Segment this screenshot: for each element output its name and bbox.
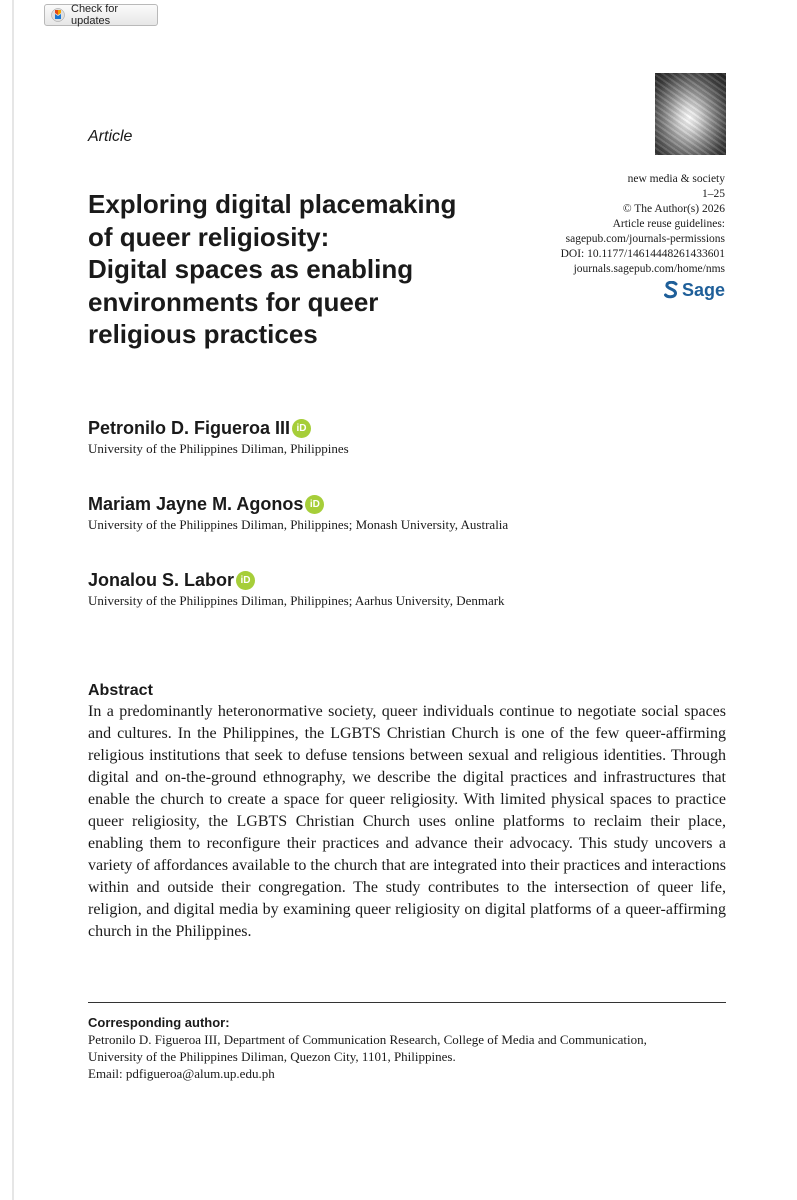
author-name [88,418,349,439]
author-name [88,494,508,515]
title-line: Exploring digital placemaking [88,189,457,219]
author-name-text: Mariam Jayne M. Agonos [88,494,304,514]
copyright: © The Author(s) 2026 [622,203,725,215]
author-name [88,570,505,591]
title-line: environments for queer [88,286,379,317]
corresponding-author-heading: Corresponding author: [88,1015,230,1030]
author-affiliation: University of the Philippines Diliman, Philippines; Aarhus University, Denmark [88,593,505,608]
title-line: of queer religiosity: [88,221,330,252]
author-block [88,494,508,533]
journal-metadata [485,172,725,299]
doi-link[interactable]: DOI: 10.1177/14614448261433601 [560,248,725,260]
corresponding-author-line: Petronilo D. Figueroa III, Department of Communication Research, College of Media and Communication, [88,1032,647,1047]
author-block [88,570,505,609]
article-title [88,188,528,351]
journal-name: new media & society [627,173,725,185]
sage-wordmark: Sage [681,279,725,300]
footnote-divider [88,1002,726,1003]
permissions-link[interactable]: sagepub.com/journals-permissions [565,233,725,245]
journal-cover-image [655,73,726,155]
abstract-heading: Abstract [88,682,153,699]
author-affiliation: University of the Philippines Diliman, Philippines; Monash University, Australia [88,517,509,532]
abstract-section [88,682,726,943]
orcid-icon[interactable]: iD [236,571,255,590]
page-range: 1–25 [702,188,725,200]
orcid-icon[interactable]: iD [305,495,324,514]
check-for-updates-button[interactable] [44,4,158,26]
author-block [88,418,349,457]
corresponding-author-section [88,1014,726,1082]
author-name-text: Petronilo D. Figueroa III [88,418,291,438]
corresponding-author-email[interactable]: Email: pdfigueroa@alum.up.edu.ph [88,1066,275,1081]
title-line: religious practices [88,319,318,349]
page-edge [12,0,14,1200]
check-for-updates-label: Check for updates [71,3,119,27]
journal-homepage-link[interactable]: journals.sagepub.com/home/nms [573,263,725,275]
orcid-icon[interactable]: iD [292,419,311,438]
corresponding-author-line: University of the Philippines Diliman, Quezon City, 1101, Philippines. [88,1049,456,1064]
sage-logo [485,281,725,299]
author-name-text: Jonalou S. Labor [88,570,235,590]
crossmark-icon [51,8,65,22]
sage-s-icon [664,281,678,299]
reuse-guidelines-label: Article reuse guidelines: [612,218,725,230]
author-affiliation: University of the Philippines Diliman, Philippines [88,441,349,456]
article-type-label: Article [88,128,133,145]
abstract-body: In a predominantly heteronormative society, queer individuals continue to negotiate social spaces and cultures. In the Philippines, the LGBTS Christian Church is one of the few queer-affirming religious institutions that seek to defuse tensions between sexual and religious identities. Through digital and on-the-ground ethnography, we describe the digital practices and infrastructures that enable the church to create a space for queer religiosity. With limited physical spaces to practice queer religiosity, the LGBTS Christian Church uses online platforms to reclaim their place, enabling them to reconfigure their practices and advance their advocacy. This study uncovers a variety of affordances available to the church that are integrated into their practices and interactions within and outside their congregation. The study contributes to the intersection of queer life, religion, and digital media by examining queer religiosity on digital platforms of a queer-affirming church in the Philippines. [88,703,726,940]
title-line: Digital spaces as enabling [88,254,414,284]
